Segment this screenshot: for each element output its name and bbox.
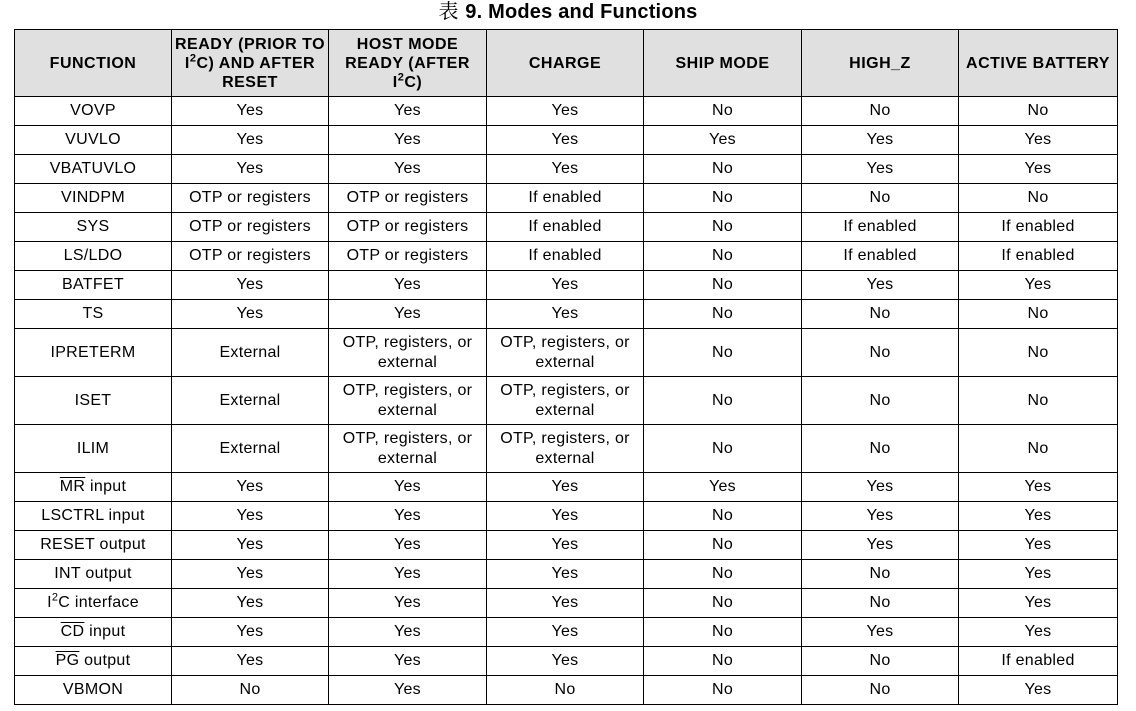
function-label: VINDPM: [60, 189, 126, 206]
mode-cell: No: [644, 300, 802, 329]
column-header: [15, 30, 172, 97]
mode-cell: No: [802, 377, 959, 425]
mode-cell: If enabled: [487, 213, 644, 242]
mode-cell: No: [644, 502, 802, 531]
mode-cell: Yes: [959, 155, 1118, 184]
table-row: [15, 184, 1118, 213]
function-cell: [15, 473, 172, 502]
mode-cell: No: [644, 377, 802, 425]
mode-cell: External: [172, 329, 329, 377]
mode-cell: Yes: [487, 271, 644, 300]
mode-cell: OTP or registers: [172, 213, 329, 242]
mode-cell: No: [959, 184, 1118, 213]
column-header-label: HOST MODE READY (AFTER I: [345, 35, 470, 91]
function-cell: [15, 377, 172, 425]
function-cell: [15, 242, 172, 271]
mode-cell: No: [644, 97, 802, 126]
table-row: [15, 618, 1118, 647]
function-cell: [15, 271, 172, 300]
mode-cell: Yes: [172, 589, 329, 618]
function-cell: [15, 531, 172, 560]
mode-cell: OTP, registers, or external: [329, 329, 487, 377]
mode-cell: OTP, registers, or external: [329, 425, 487, 473]
function-label: VOVP: [70, 102, 116, 119]
mode-cell: If enabled: [802, 213, 959, 242]
function-label: ISET: [74, 391, 112, 409]
mode-cell: Yes: [172, 531, 329, 560]
mode-cell: OTP or registers: [329, 184, 487, 213]
table-row: [15, 377, 1118, 425]
function-superscript: 2: [51, 591, 59, 604]
mode-cell: If enabled: [802, 242, 959, 271]
mode-cell: Yes: [172, 502, 329, 531]
mode-cell: If enabled: [959, 242, 1118, 271]
mode-cell: No: [644, 618, 802, 647]
mode-cell: Yes: [959, 126, 1118, 155]
function-cell: [15, 560, 172, 589]
function-overbar-signal: $\overline{PG}$: [55, 652, 80, 669]
column-header-label: CHARGE: [528, 54, 602, 72]
column-header: [644, 30, 802, 97]
column-header: [172, 30, 329, 97]
function-label: TS: [82, 305, 104, 322]
function-cell: [15, 589, 172, 618]
mode-cell: No: [959, 300, 1118, 329]
mode-cell: Yes: [802, 502, 959, 531]
mode-cell: No: [802, 425, 959, 473]
function-label: LSCTRL input: [41, 507, 145, 524]
mode-cell: Yes: [329, 271, 487, 300]
table-row: [15, 242, 1118, 271]
function-label: LS/LDO: [63, 247, 123, 264]
mode-cell: No: [959, 377, 1118, 425]
function-label: VUVLO: [65, 131, 121, 148]
mode-cell: Yes: [802, 531, 959, 560]
function-label: RESET output: [40, 536, 146, 553]
function-cell: [15, 184, 172, 213]
mode-cell: Yes: [172, 271, 329, 300]
mode-cell: Yes: [172, 473, 329, 502]
mode-cell: No: [802, 300, 959, 329]
mode-cell: No: [644, 425, 802, 473]
mode-cell: Yes: [329, 676, 487, 705]
mode-cell: Yes: [329, 647, 487, 676]
function-cell: [15, 300, 172, 329]
mode-cell: Yes: [959, 618, 1118, 647]
mode-cell: Yes: [329, 97, 487, 126]
table-row: [15, 425, 1118, 473]
mode-cell: Yes: [959, 271, 1118, 300]
mode-cell: Yes: [644, 126, 802, 155]
table-row: [15, 647, 1118, 676]
table-row: [15, 155, 1118, 184]
mode-cell: Yes: [959, 502, 1118, 531]
table-row: [15, 329, 1118, 377]
mode-cell: No: [802, 676, 959, 705]
function-prefix: I: [47, 594, 52, 611]
mode-cell: Yes: [329, 473, 487, 502]
column-header-label: SHIP MODE: [675, 54, 770, 72]
mode-cell: No: [644, 676, 802, 705]
mode-cell: Yes: [644, 473, 802, 502]
mode-cell: OTP or registers: [329, 242, 487, 271]
mode-cell: No: [644, 560, 802, 589]
table-row: [15, 126, 1118, 155]
table-header: [15, 30, 1118, 97]
mode-cell: Yes: [329, 618, 487, 647]
mode-cell: No: [802, 184, 959, 213]
mode-cell: Yes: [172, 300, 329, 329]
mode-cell: No: [644, 213, 802, 242]
mode-cell: No: [644, 589, 802, 618]
function-cell: [15, 647, 172, 676]
function-label: input: [85, 478, 127, 495]
mode-cell: Yes: [487, 560, 644, 589]
mode-cell: Yes: [329, 126, 487, 155]
function-label: IPRETERM: [50, 343, 136, 361]
table-row: [15, 97, 1118, 126]
mode-cell: OTP, registers, or external: [487, 425, 644, 473]
table-row: [15, 531, 1118, 560]
column-header-superscript: 2: [189, 52, 197, 65]
function-label: VBATUVLO: [49, 160, 137, 177]
mode-cell: External: [172, 377, 329, 425]
table-title-text: 9. Modes and Functions: [465, 1, 698, 23]
mode-cell: No: [644, 242, 802, 271]
mode-cell: No: [959, 425, 1118, 473]
function-cell: [15, 126, 172, 155]
mode-cell: Yes: [487, 300, 644, 329]
column-header-label-suffix: C): [404, 73, 423, 91]
mode-cell: Yes: [329, 560, 487, 589]
mode-cell: No: [802, 647, 959, 676]
mode-cell: Yes: [172, 560, 329, 589]
function-label: BATFET: [62, 276, 124, 293]
mode-cell: Yes: [172, 647, 329, 676]
table-row: [15, 213, 1118, 242]
mode-cell: Yes: [959, 531, 1118, 560]
function-label: C interface: [58, 594, 139, 611]
column-header: [487, 30, 644, 97]
mode-cell: Yes: [172, 126, 329, 155]
function-cell: [15, 213, 172, 242]
mode-cell: No: [959, 329, 1118, 377]
function-label: INT output: [54, 565, 132, 582]
mode-cell: No: [172, 676, 329, 705]
mode-cell: Yes: [329, 589, 487, 618]
table-row: [15, 271, 1118, 300]
mode-cell: If enabled: [959, 213, 1118, 242]
mode-cell: Yes: [959, 676, 1118, 705]
function-cell: [15, 329, 172, 377]
mode-cell: Yes: [802, 473, 959, 502]
mode-cell: Yes: [487, 502, 644, 531]
mode-cell: No: [959, 97, 1118, 126]
mode-cell: Yes: [172, 97, 329, 126]
mode-cell: Yes: [959, 560, 1118, 589]
mode-cell: Yes: [329, 300, 487, 329]
mode-cell: No: [802, 589, 959, 618]
mode-cell: OTP or registers: [172, 242, 329, 271]
column-header: [802, 30, 959, 97]
function-cell: [15, 425, 172, 473]
column-header-label: READY (PRIOR TO I: [174, 35, 326, 72]
mode-cell: OTP or registers: [172, 184, 329, 213]
table-row: [15, 676, 1118, 705]
function-cell: [15, 618, 172, 647]
mode-cell: No: [802, 97, 959, 126]
mode-cell: Yes: [329, 502, 487, 531]
table-row: [15, 589, 1118, 618]
function-cell: [15, 502, 172, 531]
mode-cell: Yes: [959, 589, 1118, 618]
mode-cell: Yes: [329, 531, 487, 560]
mode-cell: Yes: [172, 618, 329, 647]
mode-cell: No: [644, 184, 802, 213]
table-row: [15, 473, 1118, 502]
mode-cell: No: [644, 271, 802, 300]
mode-cell: OTP or registers: [329, 213, 487, 242]
column-header-superscript: 2: [397, 71, 405, 84]
mode-cell: No: [644, 647, 802, 676]
function-label: SYS: [76, 218, 110, 235]
mode-cell: Yes: [172, 155, 329, 184]
mode-cell: No: [644, 531, 802, 560]
mode-cell: Yes: [802, 618, 959, 647]
mode-cell: Yes: [487, 618, 644, 647]
function-overbar-signal: $\overline{MR}$: [59, 478, 86, 495]
mode-cell: Yes: [487, 126, 644, 155]
mode-cell: No: [644, 329, 802, 377]
table-row: [15, 300, 1118, 329]
mode-cell: No: [644, 155, 802, 184]
mode-cell: If enabled: [487, 242, 644, 271]
mode-cell: Yes: [487, 155, 644, 184]
mode-cell: External: [172, 425, 329, 473]
mode-cell: Yes: [329, 155, 487, 184]
mode-cell: Yes: [487, 647, 644, 676]
table-row: [15, 560, 1118, 589]
function-overbar-signal: $\overline{CD}$: [60, 623, 85, 640]
mode-cell: Yes: [802, 271, 959, 300]
function-label: ILIM: [76, 439, 110, 457]
mode-cell: Yes: [487, 97, 644, 126]
mode-cell: Yes: [487, 589, 644, 618]
column-header-label: FUNCTION: [49, 54, 137, 72]
column-header-label: ACTIVE BATTERY: [966, 54, 1110, 72]
mode-cell: No: [802, 560, 959, 589]
table-body: [15, 97, 1118, 705]
function-label: input: [84, 623, 126, 640]
mode-cell: OTP, registers, or external: [487, 329, 644, 377]
column-header-label: HIGH_Z: [849, 54, 911, 72]
column-header-label-suffix: C) AND AFTER RESET: [196, 54, 316, 91]
header-row: [15, 30, 1118, 97]
mode-cell: OTP, registers, or external: [487, 377, 644, 425]
mode-cell: No: [802, 329, 959, 377]
function-label: output: [79, 652, 131, 669]
function-label: VBMON: [62, 681, 124, 698]
mode-cell: No: [487, 676, 644, 705]
table-title-prefix: 表: [438, 0, 466, 23]
mode-cell: If enabled: [487, 184, 644, 213]
table-row: [15, 502, 1118, 531]
mode-cell: Yes: [802, 155, 959, 184]
mode-cell: OTP, registers, or external: [329, 377, 487, 425]
mode-cell: If enabled: [959, 647, 1118, 676]
mode-cell: Yes: [487, 473, 644, 502]
function-cell: [15, 155, 172, 184]
mode-cell: Yes: [802, 126, 959, 155]
mode-cell: Yes: [959, 473, 1118, 502]
column-header: [959, 30, 1118, 97]
function-cell: [15, 676, 172, 705]
function-cell: [15, 97, 172, 126]
mode-cell: Yes: [487, 531, 644, 560]
table-title: [0, 0, 1136, 25]
column-header: [329, 30, 487, 97]
modes-functions-table: [14, 29, 1118, 705]
